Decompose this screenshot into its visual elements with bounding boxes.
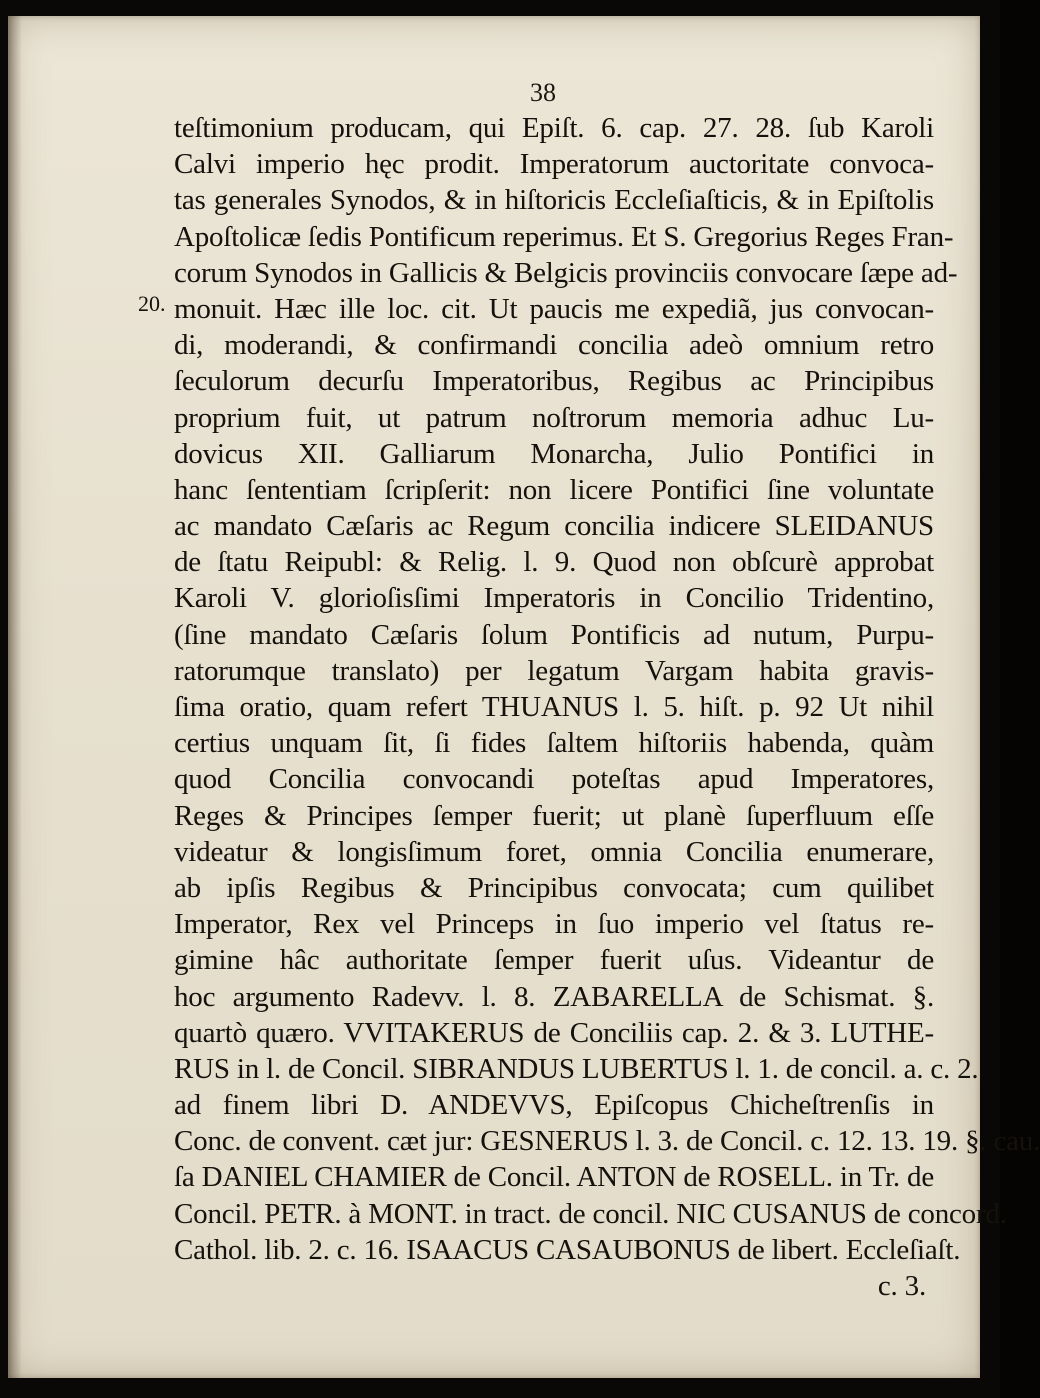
text-line: quartò quæro. VVITAKERUS de Conciliis cap. 2. & 3. LUTHE- (174, 1016, 934, 1049)
text-line: teſtimonium producam, qui Epiſt. 6. cap. 27. 28. ſub Karoli (174, 112, 934, 144)
text-line: dovicus XII. Galliarum Monarcha, Julio Pontifici in (174, 437, 934, 470)
text-line: Conc. de convent. cæt jur: GESNERUS l. 3. de Concil. c. 12. 13. 19. §. cau. (174, 1125, 1040, 1158)
page-number: 38 (530, 78, 556, 107)
text-line: Imperator, Rex vel Princeps in ſuo imperio vel ſtatus re- (174, 908, 934, 941)
text-line: Calvi imperio hęc prodit. Imperatorum auctoritate convoca- (174, 148, 934, 181)
text-line: Reges & Principes ſemper fuerit; ut planè ſuperfluum eſſe (174, 799, 934, 832)
text-line: ſeculorum decurſu Imperatoribus, Regibus ac Principibus (174, 365, 934, 398)
text-line: tas generales Synodos, & in hiſtoricis Eccleſiaſticis, & in Epiſtolis (174, 184, 934, 217)
text-line: ratorumque translato) per legatum Vargam habita gravis- (174, 654, 934, 687)
text-line: Karoli V. glorioſisſimi Imperatoris in Concilio Tridentino, (174, 582, 934, 615)
text-line: corum Synodos in Gallicis & Belgicis provinciis convocare ſæpe ad- (174, 256, 958, 289)
text-line: proprium fuit, ut patrum noſtrorum memoria adhuc Lu- (174, 401, 934, 434)
text-line: di, moderandi, & confirmandi concilia adeò omnium retro (174, 329, 934, 362)
text-line: hanc ſententiam ſcripſerit: non licere Pontifici ſine voluntate (174, 473, 934, 506)
text-line: de ſtatu Reipubl: & Relig. l. 9. Quod non obſcurè approbat (174, 546, 934, 579)
text-line: ab ipſis Regibus & Principibus convocata; cum quilibet (174, 871, 934, 904)
text-line: (ſine mandato Cæſaris ſolum Pontificis ad nutum, Purpu- (174, 618, 934, 651)
text-line: certius unquam ſit, ſi fides ſaltem hiſtoriis habenda, quàm (174, 727, 934, 760)
margin-line-number: 20. (138, 291, 166, 316)
text-line: quod Concilia convocandi poteſtas apud Imperatores, (174, 763, 934, 796)
text-line: gimine hâc authoritate ſemper fuerit uſus. Videantur de (174, 944, 934, 977)
text-line: Cathol. lib. 2. c. 16. ISAACUS CASAUBONUS de libert. Eccleſiaſt. (174, 1233, 961, 1266)
text-line: hoc argumento Radevv. l. 8. ZABARELLA de Schismat. §. (174, 980, 934, 1013)
text-line: ſima oratio, quam refert THUANUS l. 5. hiſt. p. 92 Ut nihil (174, 691, 934, 723)
body-text (174, 110, 1040, 1304)
text-line: RUS in l. de Concil. SIBRANDUS LUBERTUS l. 1. de concil. a. c. 2. (174, 1052, 979, 1085)
text-line: videatur & longisſimum foret, omnia Concilia enumerare, (174, 835, 934, 868)
text-line-last: c. 3. (877, 1270, 926, 1302)
text-line: Concil. PETR. à MONT. in tract. de concil. NIC CUSANUS de concord. (174, 1197, 1007, 1230)
text-line: Apoſtolicæ ſedis Pontificum reperimus. Et S. Gregorius Reges Fran- (174, 220, 954, 253)
text-line: ac mandato Cæſaris ac Regum concilia indicere SLEIDANUS (174, 510, 934, 543)
text-line: monuit. Hæc ille loc. cit. Ut paucis me expediã, jus convocan- (174, 292, 934, 325)
text-line: ſa DANIEL CHAMIER de Concil. ANTON de ROSELL. in Tr. de (174, 1161, 934, 1194)
text-line: ad finem libri D. ANDEVVS, Epiſcopus Chicheſtrenſis in (174, 1089, 934, 1122)
